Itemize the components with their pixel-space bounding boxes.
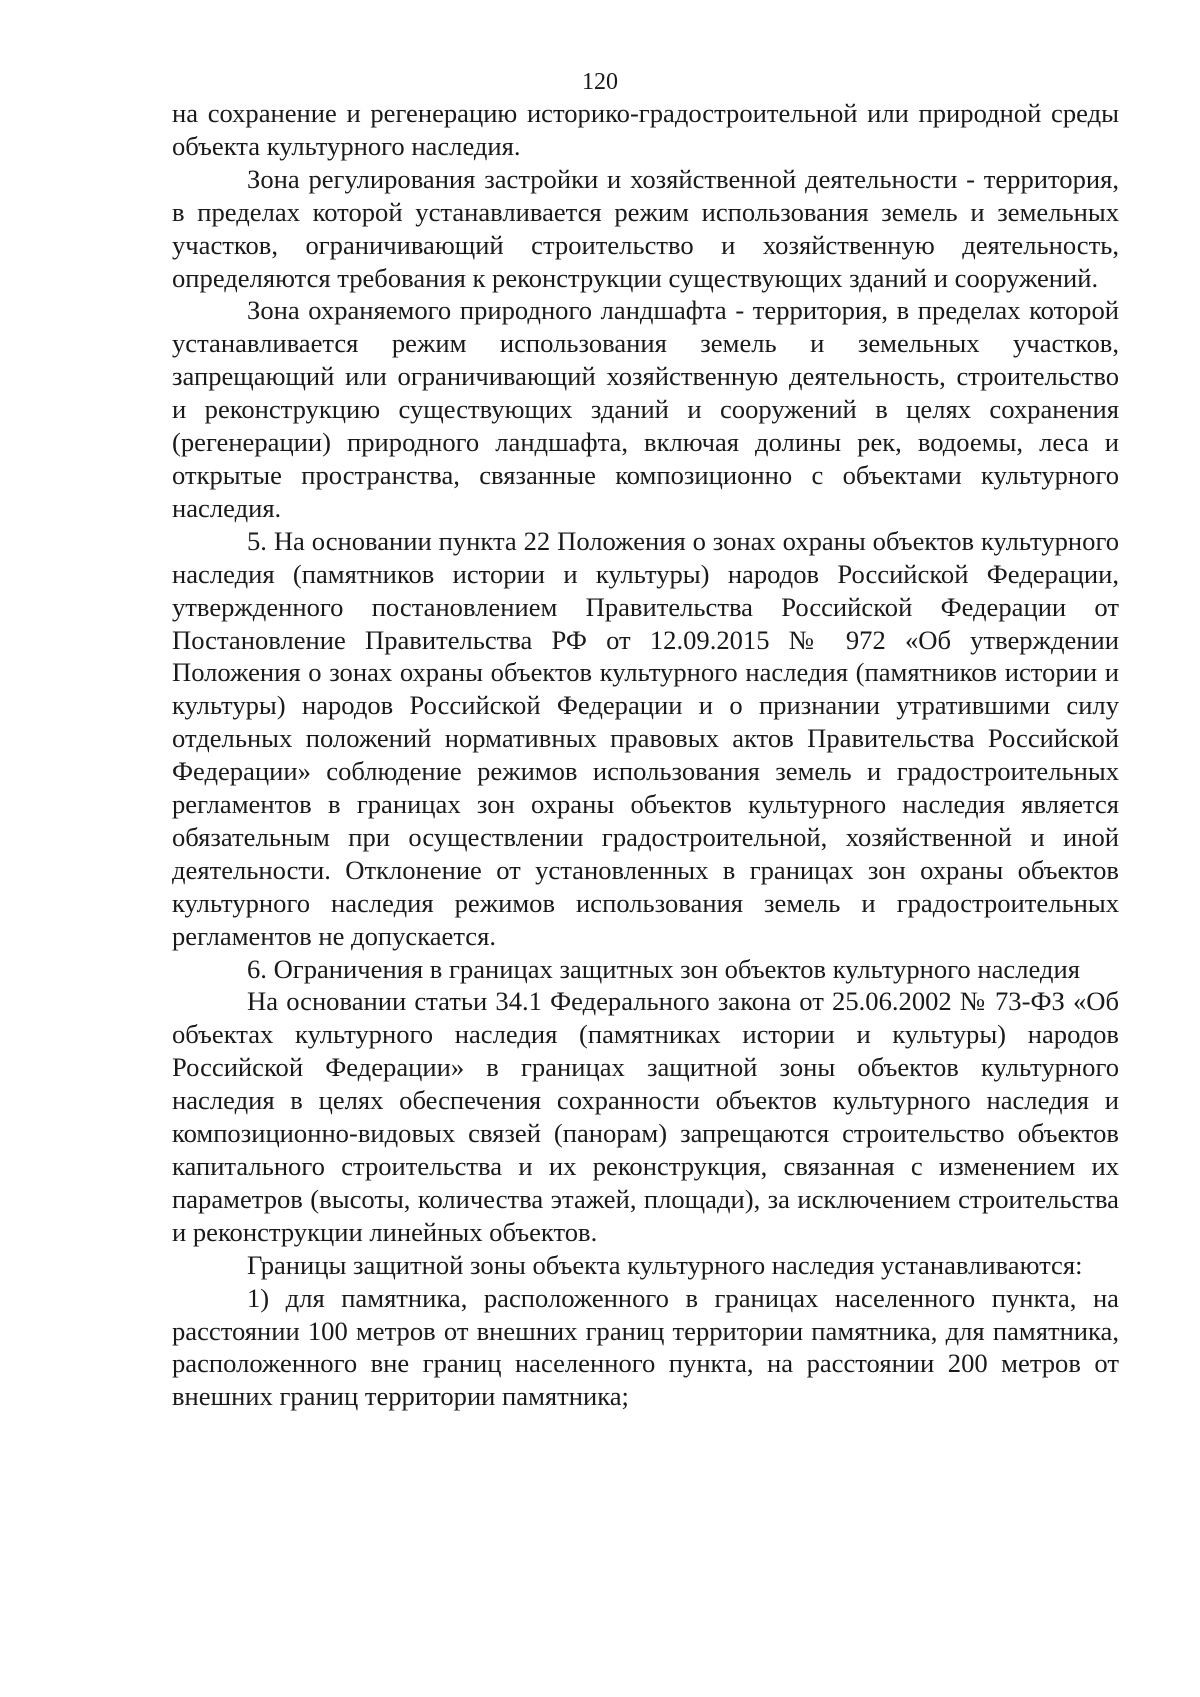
paragraph-item-6-heading: 6. Ограничения в границах защитных зон объектов культурного наследия: [247, 953, 1080, 984]
paragraph-landscape-zone: Зона охраняемого природного ландшафта - территория, в пределах которой устанавливается режим использования земель и земельных участков, запрещающий или ограничивающий хозяйственную деятельность, строительство и реконструкцию существующих зданий и сооружений в целях сохранения (регенерации) природного ландшафта, включая долины рек, водоемы, леса и открытые пространства, связанные композиционно с объектами культурного наследия.: [172, 295, 1119, 523]
paragraph-boundaries-intro: Границы защитной зоны объекта культурного наследия устанавливаются:: [247, 1249, 1083, 1280]
paragraph-boundaries-item-1: 1) для памятника, расположенного в границах населенного пункта, на расстоянии 100 метров от внешних границ территории памятника, для памятника, расположенного вне границ населенного пункта, на расстоянии 200 метров от внешних границ территории памятника;: [172, 1282, 1119, 1412]
document-body: [172, 97, 1119, 1413]
paragraph-item-5: 5. На основании пункта 22 Положения о зонах охраны объектов культурного наследия (памятников истории и культуры) народов Российской Федерации, утвержденного постановлением Правительства Российской Федерации от Постановление Правительства РФ от 12.09.2015 № 972 «Об утверждении Положения о зонах охраны объектов культурного наследия (памятников истории и культуры) народов Российской Федерации и о признании утратившими силу отдельных положений нормативных правовых актов Правительства Российской Федерации» соблюдение режимов использования земель и градостроительных регламентов в границах зон охраны объектов культурного наследия является обязательным при осуществлении градостроительной, хозяйственной и иной деятельности. Отклонение от установленных в границах зон охраны объектов культурного наследия режимов использования земель и градостроительных регламентов не допускается.: [172, 525, 1119, 951]
paragraph-continuation: на сохранение и регенерацию историко-градостроительной или природной среды объекта культурного наследия.: [172, 98, 1119, 161]
page-number: 120: [582, 69, 618, 95]
paragraph-article-34-1: На основании статьи 34.1 Федерального закона от 25.06.2002 № 73-ФЗ «Об объектах культурного наследия (памятниках истории и культуры) народов Российской Федерации» в границах защитной зоны объектов культурного наследия в целях обеспечения сохранности объектов культурного наследия и композиционно-видовых связей (панорам) запрещаются строительство объектов капитального строительства и их реконструкция, связанная с изменением их параметров (высоты, количества этажей, площади), за исключением строительства и реконструкции линейных объектов.: [172, 986, 1119, 1247]
paragraph-regulation-zone: Зона регулирования застройки и хозяйственной деятельности - территория, в пределах которой устанавливается режим использования земель и земельных участков, ограничивающий строительство и хозяйственную деятельность, определяются требования к реконструкции существующих зданий и сооружений.: [172, 163, 1119, 293]
